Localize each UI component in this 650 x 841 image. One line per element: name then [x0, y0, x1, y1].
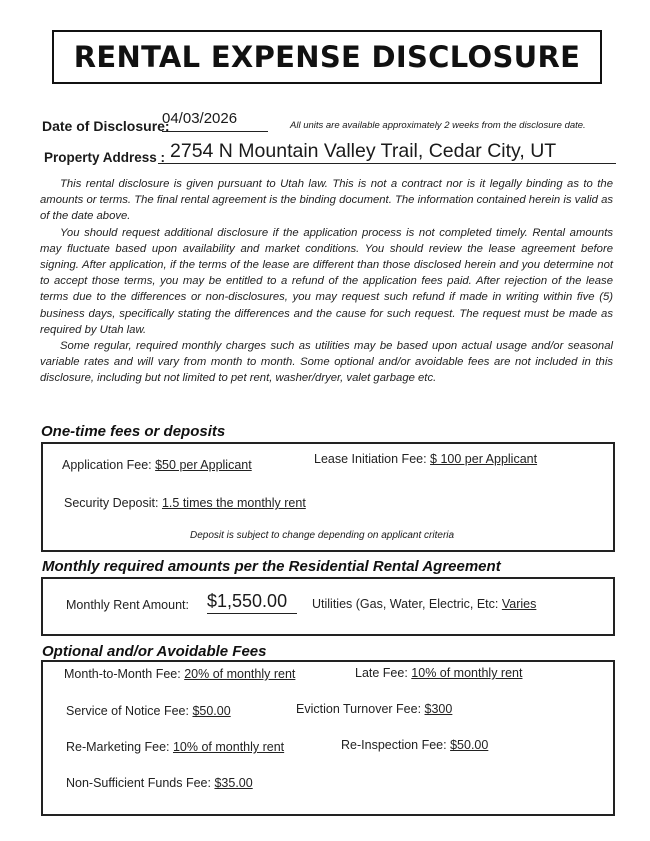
date-label: Date of Disclosure:: [42, 118, 170, 134]
security-deposit-value: 1.5 times the monthly rent: [161, 496, 306, 510]
property-field: [158, 140, 616, 164]
late-fee: [355, 666, 522, 680]
re-inspection-fee: [341, 738, 488, 752]
disclosure-text: [40, 176, 613, 387]
availability-note: All units are available approximately 2 weeks from the disclosure date.: [290, 120, 586, 131]
property-value: 2754 N Mountain Valley Trail, Cedar City, UT: [170, 140, 557, 162]
monthly-rent-value: $1,550.00: [207, 591, 288, 611]
mtm-value: 20% of monthly rent: [184, 667, 296, 681]
notice-label: Service of Notice Fee:: [66, 704, 193, 718]
notice-value: $50.00: [192, 704, 231, 718]
document-title: RENTAL EXPENSE DISCLOSURE: [73, 40, 581, 74]
security-deposit: [64, 496, 306, 510]
service-of-notice-fee: [66, 704, 231, 718]
eviction-label: Eviction Turnover Fee:: [296, 702, 425, 716]
utilities-value: Varies: [501, 597, 537, 611]
eviction-turnover-fee: [296, 702, 452, 716]
late-fee-label: Late Fee:: [355, 666, 412, 680]
date-field: [162, 110, 268, 132]
mtm-label: Month-to-Month Fee:: [64, 667, 185, 681]
reinspection-label: Re-Inspection Fee:: [341, 738, 451, 752]
utilities: [312, 597, 536, 611]
application-fee-value: $50 per Applicant: [155, 458, 252, 472]
monthly-rent-field: [207, 591, 297, 614]
deposit-note: Deposit is subject to change depending on applicant criteria: [190, 530, 455, 541]
nsf-label: Non-Sufficient Funds Fee:: [66, 776, 215, 790]
non-sufficient-funds-fee: [66, 776, 253, 790]
nsf-value: $35.00: [214, 776, 253, 790]
monthly-rent-label: Monthly Rent Amount:: [66, 598, 189, 612]
date-value: 04/03/2026: [162, 110, 238, 127]
utilities-label: Utilities (Gas, Water, Electric, Etc:: [312, 597, 502, 611]
re-marketing-fee: [66, 740, 284, 754]
onetime-heading: One-time fees or deposits: [41, 423, 226, 440]
paragraph-2: You should request additional disclosure if the application process is not completed timely. Rental amounts may fluctuate based upon availability and market conditions. You should review the lease agreement before signing. After application, if the terms of the lease are different than those disclosed herein and you determine not to accept those terms, you may be entitled to a refund of the application fees paid. After rejection of the lease terms due to the differences or non-disclosures, you may request such refund if made in writing within five (5) business days, specifically stating the differences and the cause for such request. The request must be made as required by Utah law.: [40, 226, 613, 336]
title-box: [52, 30, 602, 84]
application-fee-label: Application Fee:: [62, 458, 156, 472]
optional-box: [41, 660, 615, 816]
security-deposit-label: Security Deposit:: [64, 496, 162, 510]
paragraph-3: Some regular, required monthly charges such as utilities may be based upon actual usage and/or seasonal variable rates and will vary from month to month. Some optional and/or avoidable fees are not included in this disclosure, including but not limited to pet rent, washer/dryer, valet garbage etc.: [40, 340, 613, 385]
application-fee: [62, 458, 252, 472]
optional-heading: Optional and/or Avoidable Fees: [42, 643, 267, 660]
remarketing-value: 10% of monthly rent: [172, 740, 285, 754]
property-label: Property Address :: [44, 150, 166, 165]
monthly-heading: Monthly required amounts per the Residential Rental Agreement: [42, 558, 501, 575]
lease-initiation-value: $ 100 per Applicant: [430, 452, 538, 466]
lease-initiation-label: Lease Initiation Fee:: [314, 452, 431, 466]
lease-initiation-fee: [314, 452, 537, 466]
month-to-month-fee: [64, 667, 295, 681]
remarketing-label: Re-Marketing Fee:: [66, 740, 173, 754]
eviction-value: $300: [424, 702, 453, 716]
reinspection-value: $50.00: [450, 738, 489, 752]
late-fee-value: 10% of monthly rent: [411, 666, 523, 680]
paragraph-1: This rental disclosure is given pursuant to Utah law. This is not a contract nor is it legally binding as to the amounts or terms. The final rental agreement is the binding document. The information contained herein is valid as of the date above.: [40, 178, 613, 223]
